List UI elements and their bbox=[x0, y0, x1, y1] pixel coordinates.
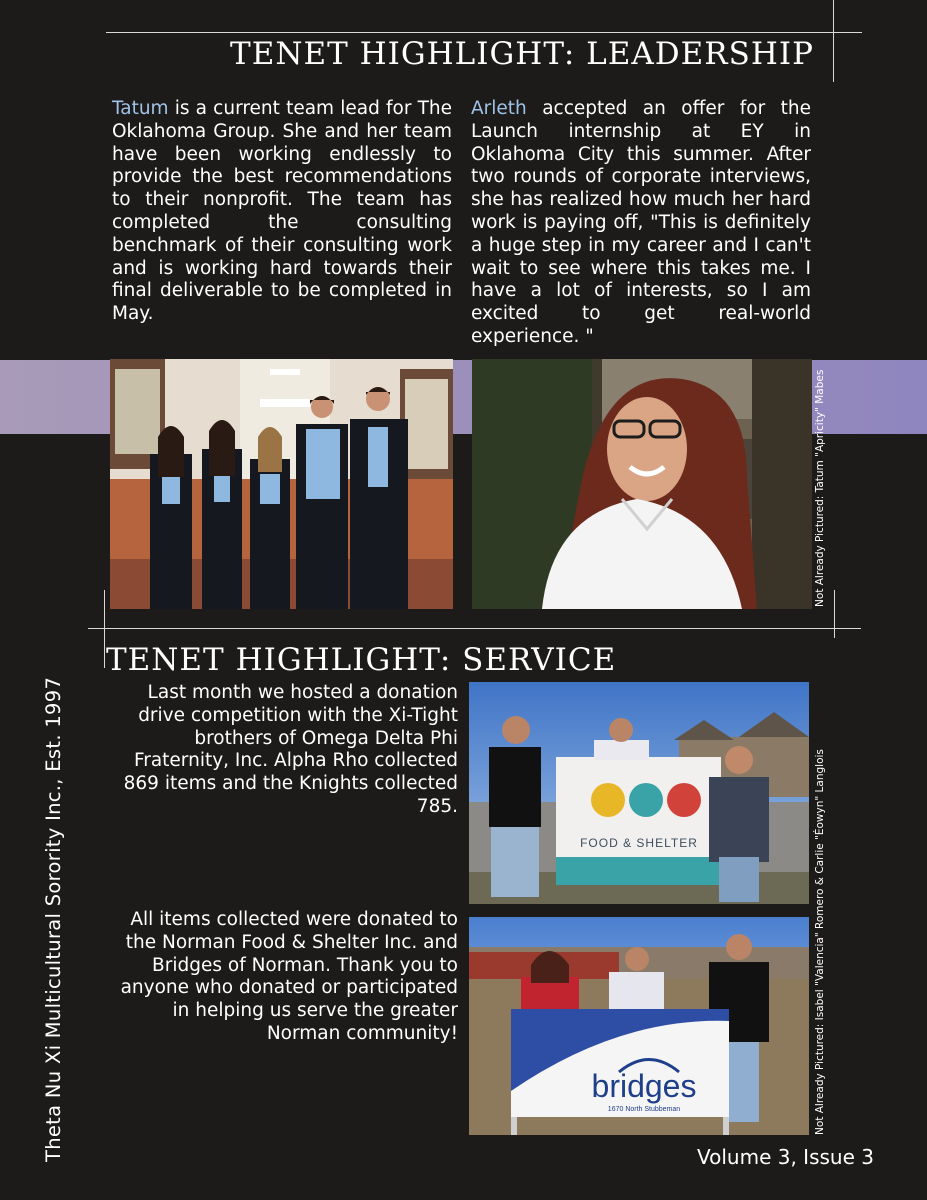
service-paragraph-2: All items collected were donated to the Norman Food & Shelter Inc. and Bridges of Norman. Thank you to anyone who donated or participated in helping us serve the greater Norman community! bbox=[120, 909, 458, 1044]
tatum-name: Tatum bbox=[112, 98, 169, 119]
team-photo bbox=[110, 359, 453, 609]
bridges-photo-illustration bbox=[469, 917, 809, 1135]
sorority-side-text: Theta Nu Xi Multicultural Sorority Inc., Est. 1997 bbox=[42, 676, 65, 1162]
leadership-caption: Not Already Pictured: Tatum "Apricity" Mabes bbox=[814, 369, 826, 607]
team-photo-illustration bbox=[110, 359, 453, 609]
top-right-vertical-rule bbox=[833, 0, 834, 82]
service-paragraph-1: Last month we hosted a donation drive competition with the Xi-Tight brothers of Omega Delta Phi Fraternity, Inc. Alpha Rho collected 869 items and the Knights collected 785. bbox=[123, 682, 458, 817]
arleth-name: Arleth bbox=[471, 98, 527, 119]
tatum-text: is a current team lead for The Oklahoma Group. She and her team have been working endlessly to provide the best recommendations to their nonprofit. The team has completed the consulting benchmark of their consulting work and is working hard towards their final deliverable to be completed in May. bbox=[112, 98, 452, 325]
arleth-photo bbox=[472, 359, 812, 609]
bridges-photo bbox=[469, 917, 809, 1135]
arleth-paragraph bbox=[471, 98, 811, 349]
leadership-heading: TENET HIGHLIGHT: LEADERSHIP bbox=[230, 36, 814, 72]
tatum-paragraph bbox=[112, 98, 452, 326]
top-rule bbox=[106, 32, 862, 33]
service-caption: Not Already Pictured: Isabel "Valencia" Romero & Carlie "Éowyn" Langlois bbox=[814, 749, 826, 1135]
issue-label: Volume 3, Issue 3 bbox=[697, 1145, 874, 1169]
middle-right-vertical-rule bbox=[834, 590, 835, 638]
arleth-photo-illustration bbox=[472, 359, 812, 609]
middle-left-vertical-rule bbox=[104, 590, 105, 668]
food-shelter-sign-text: FOOD & SHELTER bbox=[580, 836, 698, 850]
bridges-sign-subtext: 1670 North Stubbeman bbox=[607, 1106, 681, 1113]
food-shelter-photo-illustration bbox=[469, 682, 809, 904]
middle-rule bbox=[88, 628, 861, 629]
service-heading: TENET HIGHLIGHT: SERVICE bbox=[106, 642, 617, 678]
food-shelter-photo bbox=[469, 682, 809, 904]
arleth-text: accepted an offer for the Launch internship at EY in Oklahoma City this summer. After two rounds of corporate interviews, she has realized how much her hard work is paying off, "This is definitely a huge step in my career and I can't wait to see where this takes me. I have a lot of interests, so I am excited to get real-world experience. " bbox=[471, 98, 811, 347]
bridges-sign-text: bridges bbox=[591, 1068, 697, 1104]
